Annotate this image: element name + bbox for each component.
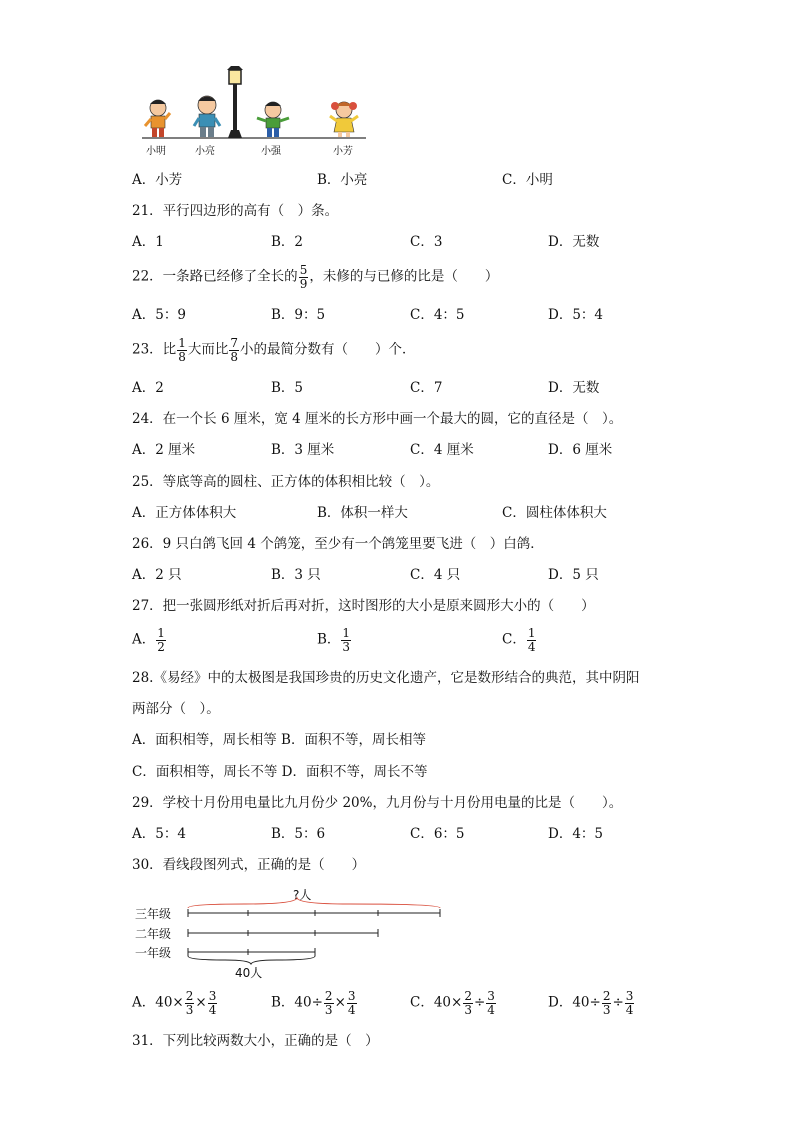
q20-option-a: A．小芳 bbox=[132, 172, 183, 188]
q23-option-a: A．2 bbox=[132, 380, 164, 396]
kid-name-label: 小芳 bbox=[333, 146, 353, 157]
q21-option-d: D．无数 bbox=[548, 234, 600, 250]
fraction: $\frac{3}{4}$ bbox=[625, 989, 634, 1017]
q23-stem: 23．比 $\frac{1}{8}$ 大而比 $\frac{7}{8}$ 小的最简分数有（ ）个． bbox=[132, 336, 416, 364]
q23-option-b: B．5 bbox=[271, 380, 304, 396]
fraction: $\frac{2}{3}$ bbox=[602, 989, 611, 1017]
q31-stem: 31．下列比较两数大小，正确的是（ ） bbox=[132, 1033, 379, 1049]
row-label-grade2: 二年级 bbox=[135, 927, 172, 941]
q27-option-c: C． $\frac{1}{4}$ bbox=[502, 626, 536, 654]
q22-stem: 22．一条路已经修了全长的 $\frac{5}{9}$ ，未修的与已修的比是（ ） bbox=[132, 263, 499, 291]
q28-options-line1: A．面积相等，周长相等 B．面积不等，周长相等 bbox=[132, 732, 426, 748]
q30-stem: 30．看线段图列式，正确的是（ ） bbox=[132, 857, 366, 873]
q26-option-c: C．4 只 bbox=[410, 567, 461, 583]
row-label-grade1: 一年级 bbox=[135, 946, 172, 960]
fraction: $\frac{1}{8}$ bbox=[178, 336, 186, 364]
fraction: $\frac{2}{3}$ bbox=[324, 989, 333, 1017]
q27-option-a: A． $\frac{1}{2}$ bbox=[132, 626, 165, 654]
q29-stem: 29．学校十月份用电量比九月份少 20%，九月份与十月份用电量的比是（ ）。 bbox=[132, 795, 623, 811]
q27-stem: 27．把一张圆形纸对折后再对折，这时图形的大小是原来圆形大小的（ ） bbox=[132, 598, 595, 614]
q26-option-d: D．5 只 bbox=[548, 567, 599, 583]
q21-stem: 21．平行四边形的高有（ ）条。 bbox=[132, 203, 339, 219]
q28-stem-line1: 28.《易经》中的太极图是我国珍贵的历史文化遗产，它是数形结合的典范，其中阴阳 bbox=[132, 670, 640, 686]
q26-stem: 26．9 只白鸽飞回 4 个鸽笼，至少有一个鸽笼里要飞进（ ）白鸽． bbox=[132, 536, 544, 552]
q30-option-b: B．40÷ $\frac{2}{3}$ × $\frac{3}{4}$ bbox=[271, 989, 356, 1017]
kid-name-label: 小亮 bbox=[195, 146, 215, 157]
segment-diagram bbox=[135, 888, 455, 978]
kid-xiaofang bbox=[330, 102, 358, 137]
fraction: $\frac{3}{4}$ bbox=[208, 989, 217, 1017]
top-brace-label: ?人 bbox=[293, 888, 312, 902]
q20-option-b: B．小亮 bbox=[317, 172, 368, 188]
q25-option-a: A．正方体体积大 bbox=[132, 505, 237, 521]
q21-option-c: C．3 bbox=[410, 234, 443, 250]
q23-option-c: C．7 bbox=[410, 380, 443, 396]
fraction: $\frac{5}{9}$ bbox=[299, 263, 308, 291]
q24-option-c: C．4 厘米 bbox=[410, 442, 474, 458]
q22-option-a: A．5：9 bbox=[132, 307, 186, 323]
q26-option-a: A．2 只 bbox=[132, 567, 182, 583]
q24-option-b: B．3 厘米 bbox=[271, 442, 335, 458]
q28-options-line2: C．面积相等，周长不等 D．面积不等，周长不等 bbox=[132, 764, 428, 780]
q30-option-c: C．40× $\frac{2}{3}$ ÷ $\frac{3}{4}$ bbox=[410, 989, 495, 1017]
kid-name-label: 小强 bbox=[261, 146, 281, 157]
fraction: $\frac{7}{8}$ bbox=[230, 336, 238, 364]
q24-option-a: A．2 厘米 bbox=[132, 442, 196, 458]
q22-option-c: C．4：5 bbox=[410, 307, 465, 323]
fraction: $\frac{1}{2}$ bbox=[157, 626, 165, 654]
q28-stem-line2: 两部分（ ）。 bbox=[132, 701, 220, 717]
q26-option-b: B．3 只 bbox=[271, 567, 321, 583]
kid-xiaoming bbox=[145, 100, 170, 137]
q29-option-d: D．4：5 bbox=[548, 826, 604, 842]
q25-option-c: C．圆柱体体积大 bbox=[502, 505, 607, 521]
fraction: $\frac{3}{4}$ bbox=[487, 989, 495, 1017]
kid-xiaoqiang bbox=[257, 102, 289, 137]
row-label-grade3: 三年级 bbox=[135, 907, 172, 921]
q22-option-d: D．5：4 bbox=[548, 307, 604, 323]
kid-name-label: 小明 bbox=[146, 146, 166, 157]
fraction: $\frac{2}{3}$ bbox=[185, 989, 194, 1017]
q29-option-b: B．5：6 bbox=[271, 826, 326, 842]
q30-option-a: A．40× $\frac{2}{3}$ × $\frac{3}{4}$ bbox=[132, 989, 217, 1017]
street-lamp bbox=[227, 66, 243, 138]
kids-lamp-illustration bbox=[140, 66, 370, 158]
q20-option-c: C．小明 bbox=[502, 172, 553, 188]
q27-option-b: B． $\frac{1}{3}$ bbox=[317, 626, 351, 654]
kid-xiaoliang bbox=[194, 96, 220, 137]
q24-stem: 24．在一个长 6 厘米，宽 4 厘米的长方形中画一个最大的圆，它的直径是（ ）。 bbox=[132, 411, 623, 427]
q25-option-b: B．体积一样大 bbox=[317, 505, 408, 521]
bottom-brace-label: 40人 bbox=[235, 966, 263, 980]
q21-option-b: B．2 bbox=[271, 234, 304, 250]
q29-option-a: A．5：4 bbox=[132, 826, 186, 842]
q23-option-d: D．无数 bbox=[548, 380, 600, 396]
fraction: $\frac{2}{3}$ bbox=[464, 989, 472, 1017]
q29-option-c: C．6：5 bbox=[410, 826, 465, 842]
q25-stem: 25．等底等高的圆柱、正方体的体积相比较（ ）。 bbox=[132, 474, 440, 490]
q30-option-d: D．40÷ $\frac{2}{3}$ ÷ $\frac{3}{4}$ bbox=[548, 989, 634, 1017]
q21-option-a: A．1 bbox=[132, 234, 164, 250]
fraction: $\frac{1}{4}$ bbox=[527, 626, 536, 654]
fraction: $\frac{3}{4}$ bbox=[347, 989, 356, 1017]
q22-option-b: B．9：5 bbox=[271, 307, 326, 323]
fraction: $\frac{1}{3}$ bbox=[342, 626, 351, 654]
q24-option-d: D．6 厘米 bbox=[548, 442, 613, 458]
